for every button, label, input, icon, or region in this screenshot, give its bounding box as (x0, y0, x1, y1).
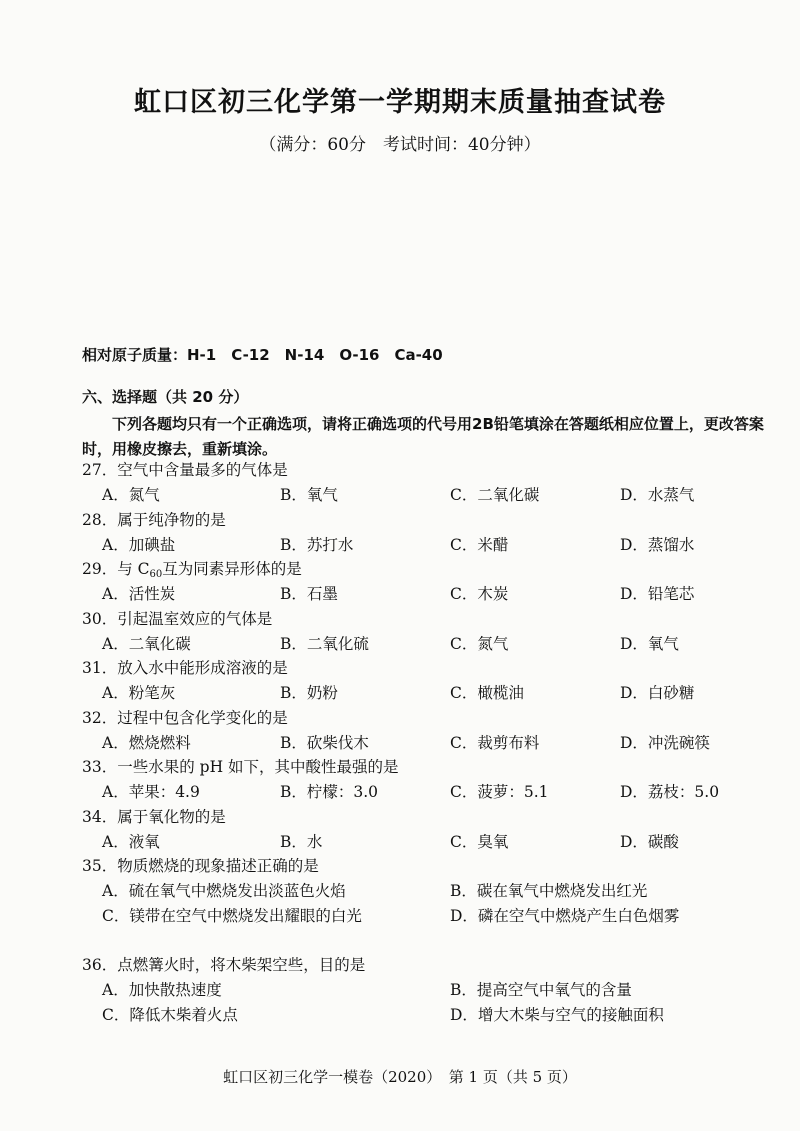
option-a: A．活性炭 (102, 585, 176, 603)
option-a: A．硫在氧气中燃烧发出淡蓝色火焰 (102, 882, 346, 900)
question-28 (82, 508, 782, 558)
question-stem (82, 557, 302, 580)
option-d: D．蒸馏水 (620, 535, 695, 554)
option-c: C．木炭 (450, 585, 509, 603)
option-c: C．氮气 (450, 634, 509, 653)
question-stem: 28．属于纯净物的是 (82, 510, 226, 529)
question-stem: 32．过程中包含化学变化的是 (82, 708, 288, 727)
question-list (82, 458, 782, 1052)
option-d: D．碳酸 (620, 832, 679, 851)
question-35 (82, 854, 782, 953)
question-27 (82, 458, 782, 508)
option-b: B．碳在氧气中燃烧发出红光 (450, 882, 648, 900)
option-c: C．镁带在空气中燃烧发出耀眼的白光 (102, 907, 362, 925)
question-30 (82, 607, 782, 657)
stem-suffix: 互为同素异形体的是 (162, 560, 302, 578)
option-b: B．氧气 (280, 486, 338, 504)
option-b: B．水 (280, 832, 323, 851)
option-b: B．砍柴伐木 (280, 733, 369, 752)
option-b: B．奶粉 (280, 684, 338, 702)
page-title: 虹口区初三化学第一学期期末质量抽查试卷 (134, 87, 666, 118)
question-stem: 34．属于氧化物的是 (82, 807, 226, 826)
option-c: C．二氧化碳 (450, 486, 540, 504)
atomic-masses: 相对原子质量：H-1 C-12 N-14 O-16 Ca-40 (82, 346, 443, 364)
question-stem: 30．引起温室效应的气体是 (82, 609, 273, 628)
option-a: A．氮气 (102, 486, 160, 504)
option-a: A．粉笔灰 (102, 684, 176, 702)
option-d: D．氧气 (620, 634, 679, 653)
section-heading: 六、选择题（共 20 分） (82, 388, 249, 406)
option-a: A．苹果：4.9 (102, 783, 200, 801)
question-stem: 31．放入水中能形成溶液的是 (82, 659, 288, 677)
subscript: 60 (149, 569, 163, 580)
option-d: D．磷在空气中燃烧产生白色烟雾 (450, 907, 680, 925)
question-31 (82, 656, 782, 706)
section-instruction: 下列各题均只有一个正确选项，请将正确选项的代号用2B铅笔填涂在答题纸相应位置上，更改答案时，用橡皮擦去，重新填涂。 (82, 415, 764, 458)
question-stem: 36．点燃篝火时，将木柴架空些，目的是 (82, 956, 366, 974)
option-a: A．加碘盐 (102, 535, 176, 554)
option-b: B．柠檬：3.0 (280, 783, 379, 801)
question-36 (82, 953, 782, 1052)
option-b: B．石墨 (280, 585, 338, 603)
option-a: A．燃烧燃料 (102, 733, 191, 752)
page-footer: 虹口区初三化学一模卷（2020） 第 1 页（共 5 页） (223, 1068, 577, 1086)
option-d: D．铅笔芯 (620, 585, 695, 603)
question-33 (82, 755, 782, 805)
stem-prefix: 29．与 C (82, 560, 150, 578)
question-32 (82, 706, 782, 756)
option-b: B．苏打水 (280, 535, 354, 554)
option-d: D．白砂糖 (620, 684, 695, 702)
option-c: C．橄榄油 (450, 684, 524, 702)
option-c: C．降低木柴着火点 (102, 1006, 238, 1024)
option-b: B．提高空气中氧气的含量 (450, 981, 632, 999)
option-c: C．菠萝：5.1 (450, 783, 549, 801)
option-d: D．增大木柴与空气的接触面积 (450, 1006, 664, 1024)
option-d: D．水蒸气 (620, 486, 695, 504)
question-stem: 27．空气中含量最多的气体是 (82, 461, 288, 479)
option-c: C．裁剪布料 (450, 733, 540, 752)
option-c: C．米醋 (450, 535, 509, 554)
option-d: D．荔枝：5.0 (620, 783, 720, 801)
question-stem: 33．一些水果的 pH 如下，其中酸性最强的是 (82, 758, 399, 776)
option-d: D．冲洗碗筷 (620, 733, 710, 752)
option-b: B．二氧化硫 (280, 634, 369, 653)
option-a: A．加快散热速度 (102, 981, 222, 999)
option-c: C．臭氧 (450, 832, 509, 851)
question-stem: 35．物质燃烧的现象描述正确的是 (82, 857, 319, 875)
question-29 (82, 557, 782, 607)
option-a: A．二氧化碳 (102, 634, 191, 653)
question-34 (82, 805, 782, 855)
option-a: A．液氧 (102, 832, 160, 851)
exam-info: （满分：60分 考试时间：40分钟） (259, 135, 541, 155)
